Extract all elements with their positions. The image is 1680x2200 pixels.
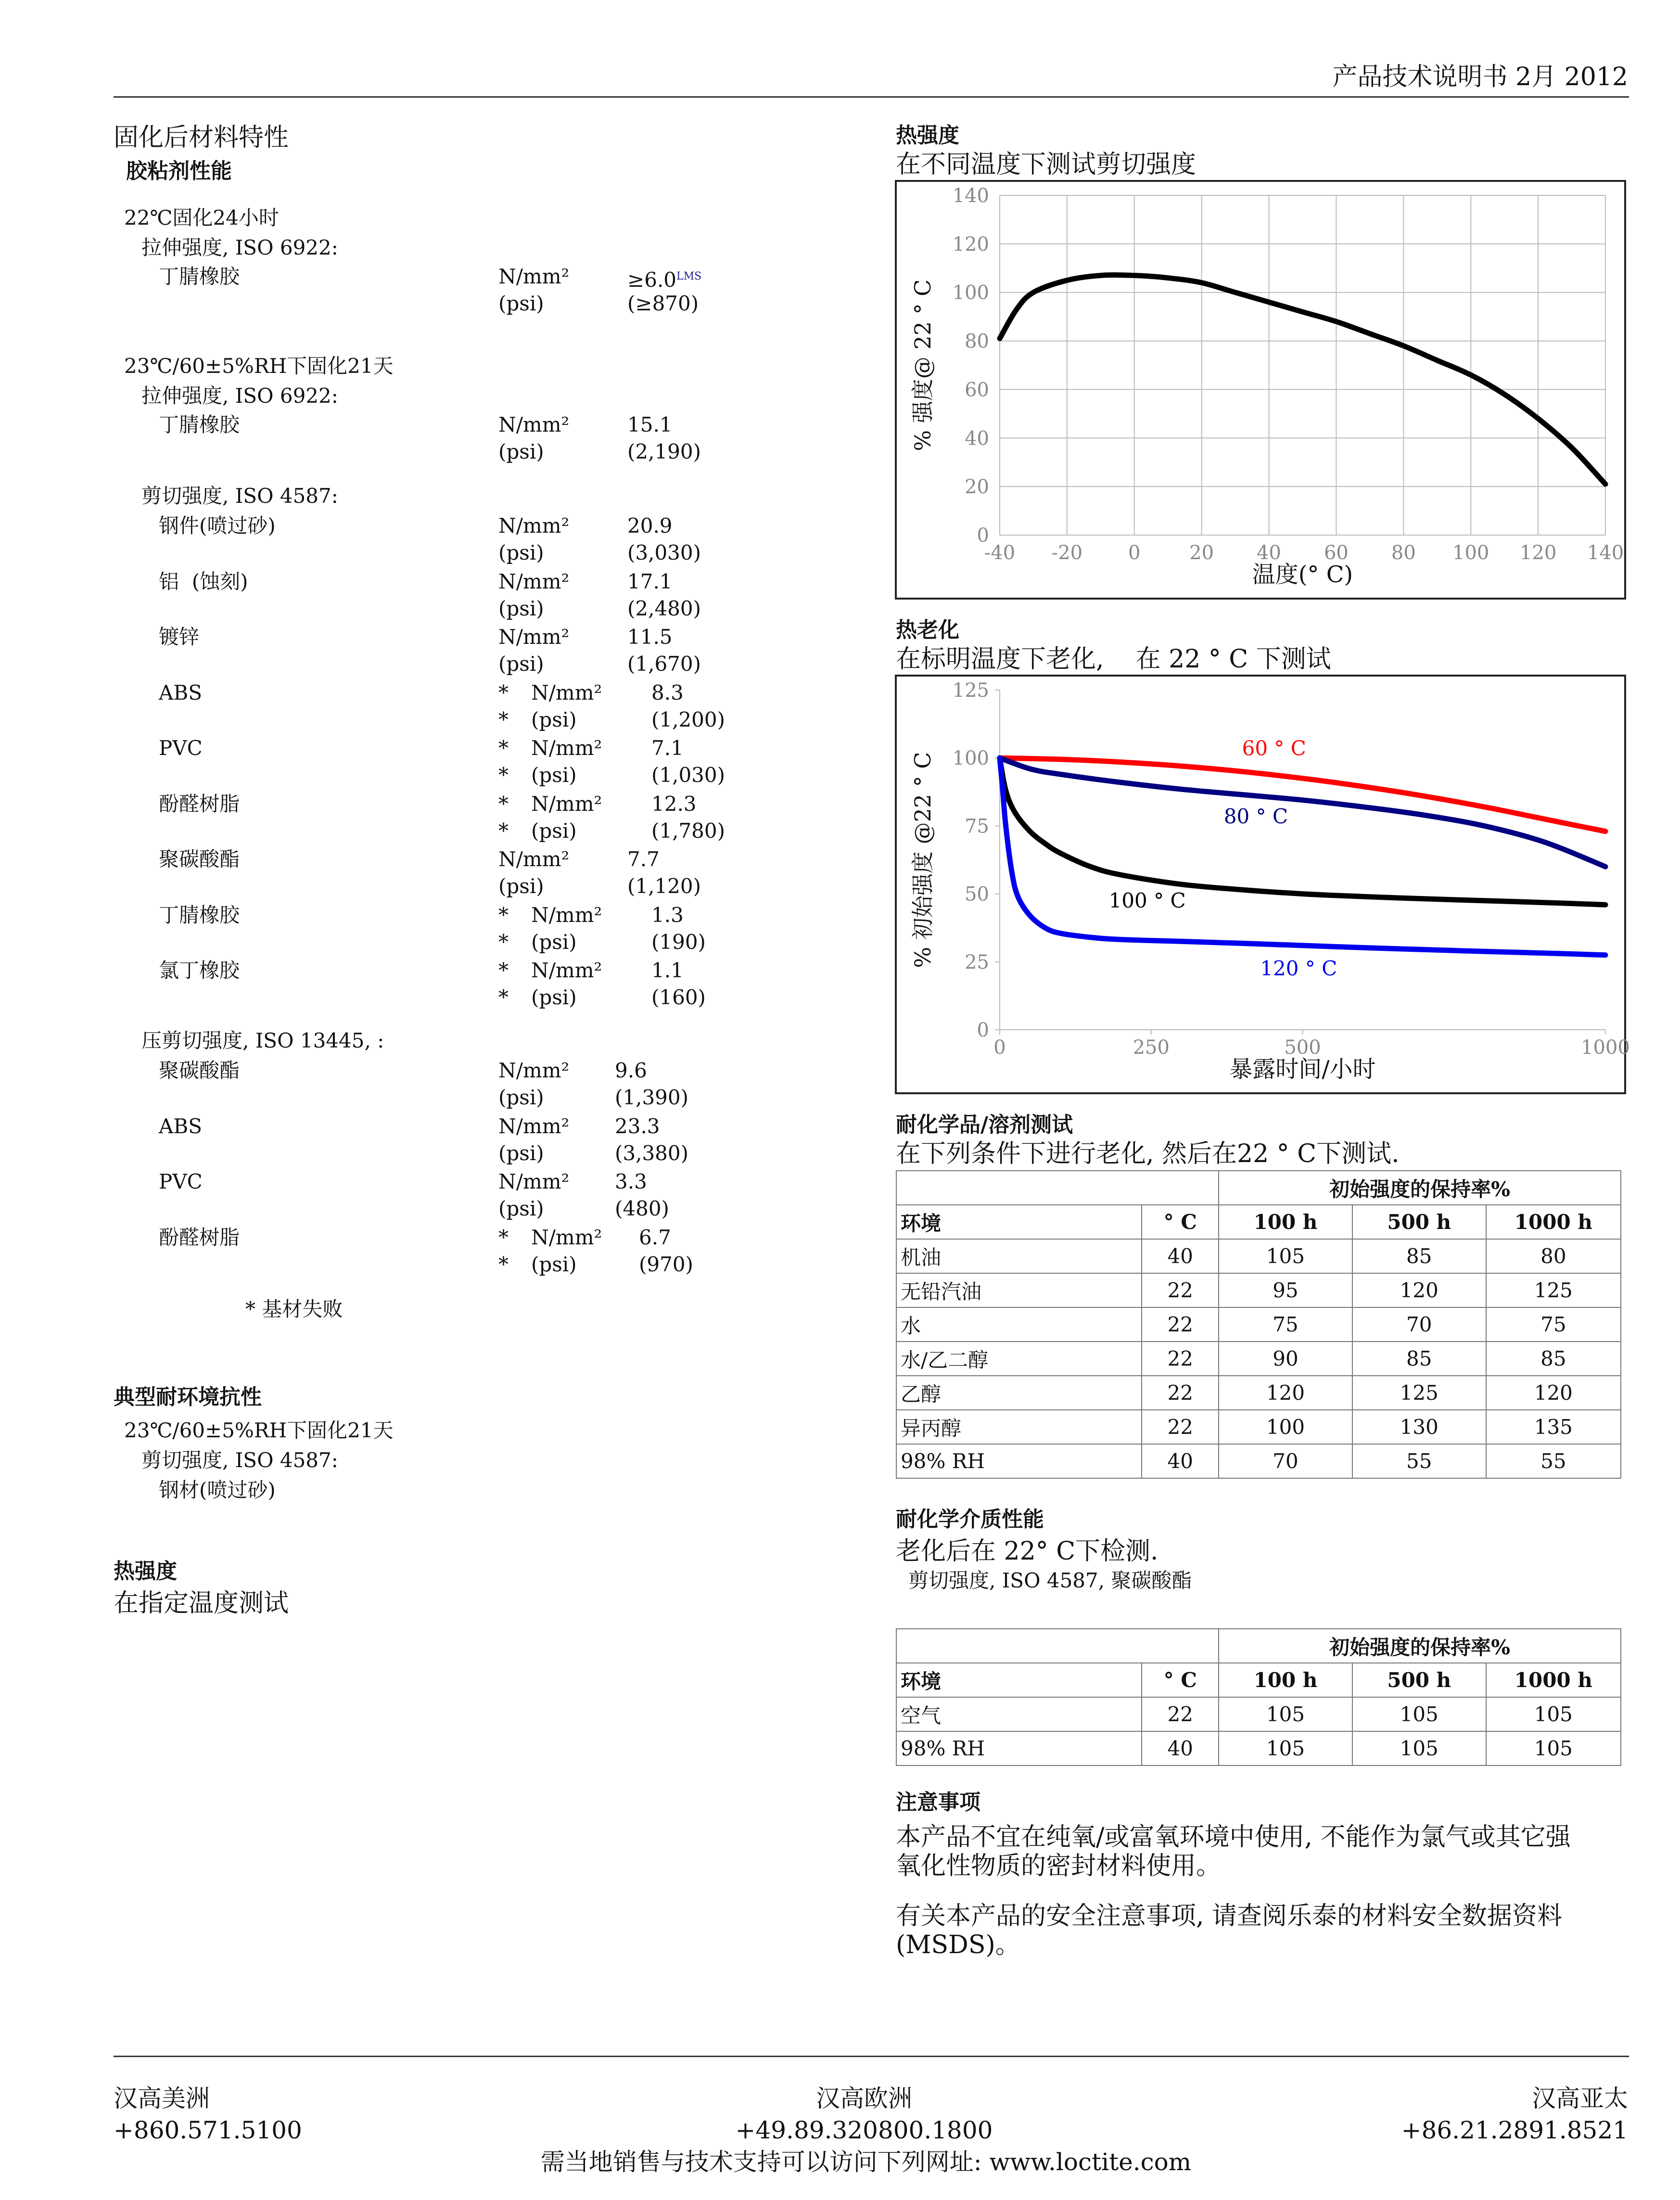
value-psi: (≥870) (627, 292, 699, 315)
table-value-cell: 105 (1219, 1239, 1352, 1273)
heat-aging-subtitle: 在标明温度下老化, 在 22 ° C 下测试 (896, 645, 1331, 674)
value-psi: (190) (651, 930, 706, 954)
y-tick-label: 100 (952, 747, 989, 770)
x-tick-label: 0 (1128, 542, 1141, 564)
failure-star: * (498, 819, 509, 843)
unit-nmm2: N/mm² (498, 413, 570, 436)
table-row (896, 1342, 1621, 1376)
footnote: * 基材失败 (245, 1297, 343, 1321)
notes-p2-line1: 有关本产品的安全注意事项, 请查阅乐泰的材料安全数据资料 (896, 1902, 1563, 1931)
unit-nmm2: N/mm² (531, 1225, 602, 1249)
value-psi: (1,390) (615, 1086, 689, 1109)
table-value-cell: 90 (1219, 1342, 1352, 1376)
x-axis-label: 温度(° C) (1252, 561, 1353, 588)
chem1-table (896, 1170, 1621, 1479)
heat-aging-chart-box (895, 675, 1630, 1094)
footer-web[interactable]: 需当地销售与技术支持可以访问下列网址: www.loctite.com (540, 2148, 1192, 2176)
value-nmm2: 17.1 (627, 569, 673, 593)
unit-nmm2: N/mm² (498, 847, 570, 871)
table-value-cell: 75 (1219, 1307, 1352, 1342)
unit-psi: (psi) (498, 1141, 544, 1165)
value-nmm2: 7.7 (627, 847, 660, 871)
table-value-cell: 22 (1142, 1376, 1219, 1410)
series-label: 60 ° C (1242, 736, 1306, 760)
notes-p2-line2: (MSDS)。 (896, 1931, 1020, 1959)
hot-strength-subtitle: 在不同温度下测试剪切强度 (896, 150, 1196, 179)
table-value-cell: 130 (1352, 1410, 1486, 1444)
table-value-cell: 105 (1486, 1697, 1621, 1731)
test-name-3: 剪切强度, ISO 4587: (141, 484, 338, 508)
footer-asia-phone: +86.21.2891.8521 (1401, 2116, 1628, 2144)
unit-psi: (psi) (498, 652, 544, 676)
table-group-header: 初始强度的保持率% (1219, 1629, 1621, 1663)
hs-left-sub: 在指定温度测试 (114, 1589, 289, 1618)
table-header-cell: 环境 (896, 1205, 1142, 1239)
property-label: 聚碳酸酯 (159, 847, 240, 871)
table-header-cell: ° C (1142, 1663, 1219, 1697)
cure-condition-1: 22℃固化24小时 (124, 206, 279, 230)
table-value-cell: 22 (1142, 1697, 1219, 1731)
property-label: 丁腈橡胶 (159, 903, 240, 927)
table-header-cell: 500 h (1352, 1205, 1486, 1239)
test-name-1: 拉伸强度, ISO 6922: (141, 236, 338, 259)
table-value-cell: 22 (1142, 1342, 1219, 1376)
y-tick-label: 40 (965, 427, 989, 450)
unit-psi: (psi) (531, 763, 577, 787)
y-tick-label: 60 (965, 379, 989, 401)
footer-rule (114, 2056, 1629, 2057)
footer-asia: 汉高亚太 (1532, 2085, 1628, 2112)
value-nmm2: 20.9 (627, 514, 673, 537)
value-nmm2: 11.5 (627, 625, 673, 649)
table-group-header: 初始强度的保持率% (1219, 1171, 1621, 1205)
x-tick-label: 120 (1519, 542, 1557, 564)
table-header-cell: 环境 (896, 1663, 1142, 1697)
table-value-cell: 70 (1219, 1444, 1352, 1478)
y-tick-label: 125 (952, 679, 989, 702)
value-psi: (3,380) (615, 1141, 689, 1165)
unit-psi: (psi) (531, 930, 577, 954)
env-condition: 23℃/60±5%RH下固化21天 (124, 1419, 394, 1442)
unit-nmm2: N/mm² (498, 569, 570, 593)
unit-nmm2: N/mm² (531, 959, 602, 982)
property-label: 丁腈橡胶 (159, 265, 240, 288)
table-row (896, 1444, 1621, 1478)
value-nmm2: $\ge 6.0^{LMS}$ (627, 268, 702, 292)
x-tick-label: -20 (1051, 542, 1083, 564)
unit-nmm2: N/mm² (498, 1170, 570, 1193)
table-row (896, 1731, 1621, 1765)
table-env-cell: 水/乙二醇 (896, 1342, 1142, 1376)
property-label: ABS (159, 680, 202, 704)
series-label: 120 ° C (1260, 957, 1337, 981)
value-psi: (1,670) (627, 652, 701, 676)
x-tick-label: 500 (1284, 1036, 1321, 1059)
table-header-cell: 500 h (1352, 1663, 1486, 1697)
table-value-cell: 105 (1219, 1697, 1352, 1731)
y-tick-label: 20 (965, 476, 989, 499)
value-nmm2: 8.3 (651, 680, 684, 704)
table-header-cell: 1000 h (1486, 1205, 1621, 1239)
chem1-subtitle: 在下列条件下进行老化, 然后在22 ° C下测试. (896, 1139, 1400, 1168)
failure-star: * (498, 763, 509, 787)
table-env-cell: 水 (896, 1307, 1142, 1342)
value-psi: (480) (615, 1197, 669, 1220)
env-title: 典型耐环境抗性 (114, 1385, 262, 1409)
table-env-cell: 空气 (896, 1697, 1142, 1731)
table-env-cell: 异丙醇 (896, 1410, 1142, 1444)
table-value-cell: 40 (1142, 1731, 1219, 1765)
unit-nmm2: N/mm² (531, 792, 602, 816)
y-axis-label: % 强度@ 22 ° C (910, 279, 936, 451)
table-header-cell: ° C (1142, 1205, 1219, 1239)
hot-strength-chart-box (895, 180, 1626, 600)
value-nmm2: 6.7 (639, 1225, 671, 1249)
table-value-cell: 22 (1142, 1307, 1219, 1342)
series-line-4 (1000, 758, 1605, 955)
y-tick-label: 25 (965, 951, 989, 973)
value-psi: (1,780) (651, 819, 725, 843)
unit-psi: (psi) (498, 292, 544, 315)
failure-star: * (498, 680, 509, 704)
y-tick-label: 0 (977, 1019, 989, 1041)
hot-strength-title: 热强度 (896, 123, 959, 148)
footer-europe: 汉高欧洲 (816, 2085, 912, 2112)
x-tick-label: 100 (1452, 542, 1489, 564)
cure-condition-2: 23℃/60±5%RH下固化21天 (124, 354, 394, 378)
heat-aging-chart (897, 677, 1630, 1092)
table-value-cell: 55 (1352, 1444, 1486, 1478)
property-label: 聚碳酸酯 (159, 1059, 240, 1082)
test-name-4: 压剪切强度, ISO 13445, : (141, 1029, 384, 1052)
series-label: 80 ° C (1223, 804, 1288, 828)
unit-nmm2: N/mm² (498, 1059, 570, 1082)
value-nmm2: 7.1 (651, 736, 684, 760)
value-psi: (1,200) (651, 707, 725, 731)
table-value-cell: 55 (1486, 1444, 1621, 1478)
table-value-cell: 75 (1486, 1307, 1621, 1342)
failure-star: * (498, 1225, 509, 1249)
value-nmm2: 9.6 (615, 1059, 647, 1082)
unit-psi: (psi) (531, 707, 577, 731)
unit-psi: (psi) (498, 541, 544, 564)
table-value-cell: 40 (1142, 1239, 1219, 1273)
property-label: 丁腈橡胶 (159, 413, 240, 436)
y-tick-label: 75 (965, 815, 989, 838)
footer-europe-phone: +49.89.320800.1800 (735, 2116, 993, 2144)
x-tick-label: 1000 (1581, 1036, 1630, 1059)
unit-psi: (psi) (498, 596, 544, 620)
x-tick-label: 80 (1391, 542, 1416, 564)
y-tick-label: 50 (965, 883, 989, 906)
table-env-cell: 乙醇 (896, 1376, 1142, 1410)
property-label: 氯丁橡胶 (159, 959, 240, 982)
x-tick-label: 20 (1189, 542, 1214, 564)
failure-star: * (498, 930, 509, 954)
heat-aging-title: 热老化 (896, 618, 959, 642)
chem1-title: 耐化学品/溶剂测试 (896, 1113, 1073, 1137)
hot-strength-chart (897, 182, 1624, 598)
value-psi: (1,030) (651, 763, 725, 787)
x-tick-label: -40 (984, 542, 1016, 564)
table-value-cell: 22 (1142, 1410, 1219, 1444)
chem2-test: 剪切强度, ISO 4587, 聚碳酸酯 (908, 1569, 1192, 1592)
table-value-cell: 105 (1352, 1731, 1486, 1765)
value-nmm2: 1.3 (651, 903, 684, 927)
table-header-cell: 1000 h (1486, 1663, 1621, 1697)
series-line-1 (1000, 758, 1605, 831)
table-value-cell: 100 (1219, 1410, 1352, 1444)
notes-p1-line1: 本产品不宜在纯氧/或富氧环境中使用, 不能作为氯气或其它强 (896, 1823, 1571, 1852)
table-value-cell: 120 (1486, 1376, 1621, 1410)
property-label: 镀锌 (159, 625, 200, 649)
table-value-cell: 40 (1142, 1444, 1219, 1478)
footer-americas: 汉高美洲 (114, 2085, 210, 2112)
value-nmm2: 15.1 (627, 413, 673, 436)
unit-nmm2: N/mm² (498, 625, 570, 649)
table-header-row (896, 1663, 1621, 1697)
failure-star: * (498, 985, 509, 1009)
footer-americas-phone: +860.571.5100 (114, 2116, 302, 2144)
failure-star: * (498, 959, 509, 982)
notes-title: 注意事项 (896, 1790, 980, 1815)
table-value-cell: 105 (1219, 1731, 1352, 1765)
value-psi: (1,120) (627, 874, 701, 898)
table-row (896, 1239, 1621, 1273)
unit-psi: (psi) (531, 1252, 577, 1276)
failure-star: * (498, 903, 509, 927)
y-tick-label: 0 (977, 524, 989, 547)
env-test: 剪切强度, ISO 4587: (141, 1448, 338, 1472)
table-group-header-row (896, 1629, 1621, 1663)
y-tick-label: 80 (965, 330, 989, 353)
value-psi: (2,190) (627, 440, 701, 463)
property-label: 钢件(喷过砂) (159, 514, 276, 537)
table-env-cell: 98% RH (896, 1444, 1142, 1478)
failure-star: * (498, 736, 509, 760)
chem2-table (896, 1628, 1621, 1766)
table-env-cell: 机油 (896, 1239, 1142, 1273)
chem2-title: 耐化学介质性能 (896, 1507, 1044, 1532)
value-psi: (2,480) (627, 596, 701, 620)
table-value-cell: 120 (1219, 1376, 1352, 1410)
property-label: PVC (159, 1170, 203, 1193)
x-tick-label: 140 (1587, 542, 1624, 564)
unit-psi: (psi) (498, 874, 544, 898)
lms-mark: LMS (676, 270, 702, 282)
table-empty-cell (896, 1629, 1219, 1663)
table-value-cell: 105 (1486, 1731, 1621, 1765)
table-value-cell: 135 (1486, 1410, 1621, 1444)
table-value-cell: 105 (1352, 1697, 1486, 1731)
unit-nmm2: N/mm² (498, 1114, 570, 1138)
value-psi: (970) (639, 1252, 693, 1276)
value-nmm2: 12.3 (651, 792, 697, 816)
unit-nmm2: N/mm² (531, 903, 602, 927)
env-substrate: 钢材(喷过砂) (159, 1478, 276, 1502)
chem2-subtitle: 老化后在 22° C下检测. (896, 1537, 1158, 1566)
table-value-cell: 22 (1142, 1273, 1219, 1307)
unit-psi: (psi) (498, 1086, 544, 1109)
table-value-cell: 85 (1352, 1342, 1486, 1376)
y-tick-label: 140 (952, 185, 989, 207)
table-value-cell: 70 (1352, 1307, 1486, 1342)
table-value-cell: 85 (1486, 1342, 1621, 1376)
table-group-header-row (896, 1171, 1621, 1205)
x-tick-label: 250 (1133, 1036, 1170, 1059)
table-value-cell: 85 (1352, 1239, 1486, 1273)
x-tick-label: 0 (993, 1036, 1006, 1059)
y-tick-label: 100 (952, 281, 989, 304)
doc-title: 产品技术说明书 (1332, 63, 1508, 91)
unit-nmm2: N/mm² (531, 736, 602, 760)
property-label: 铝 (蚀刻) (159, 569, 248, 593)
unit-nmm2: N/mm² (498, 265, 570, 288)
table-header-cell: 100 h (1219, 1205, 1352, 1239)
value-psi: (3,030) (627, 541, 701, 564)
series-label: 100 ° C (1108, 888, 1186, 912)
unit-nmm2: N/mm² (531, 680, 602, 704)
x-tick-label: 40 (1257, 542, 1282, 564)
property-label: ABS (159, 1114, 202, 1138)
value-nmm2: 1.1 (651, 959, 684, 982)
subsection-title: 胶粘剂性能 (126, 159, 232, 183)
series-line-1 (1000, 275, 1605, 484)
y-axis-label: % 初始强度 @22 ° C (910, 752, 936, 968)
table-row (896, 1307, 1621, 1342)
unit-psi: (psi) (498, 1197, 544, 1220)
table-row (896, 1376, 1621, 1410)
property-label: 酚醛树脂 (159, 1225, 240, 1249)
unit-psi: (psi) (531, 819, 577, 843)
table-env-cell: 98% RH (896, 1731, 1142, 1765)
table-header-cell: 100 h (1219, 1663, 1352, 1697)
table-env-cell: 无铅汽油 (896, 1273, 1142, 1307)
table-row (896, 1410, 1621, 1444)
table-value-cell: 125 (1352, 1376, 1486, 1410)
value-psi: (160) (651, 985, 706, 1009)
value-nmm2: 3.3 (615, 1170, 647, 1193)
x-tick-label: 60 (1324, 542, 1349, 564)
notes-p1-line2: 氧化性物质的密封材料使用。 (896, 1852, 1222, 1880)
failure-star: * (498, 707, 509, 731)
section-title: 固化后材料特性 (114, 123, 289, 152)
hs-left-title: 热强度 (114, 1559, 177, 1584)
table-value-cell: 80 (1486, 1239, 1621, 1273)
table-value-cell: 120 (1352, 1273, 1486, 1307)
x-axis-label: 暴露时间/小时 (1229, 1056, 1376, 1083)
test-name-2: 拉伸强度, ISO 6922: (141, 384, 338, 408)
failure-star: * (498, 1252, 509, 1276)
unit-psi: (psi) (498, 440, 544, 463)
header-rule (114, 96, 1629, 98)
value-nmm2: 23.3 (615, 1114, 660, 1138)
unit-nmm2: N/mm² (498, 514, 570, 537)
property-label: 酚醛树脂 (159, 792, 240, 816)
table-header-row (896, 1205, 1621, 1239)
y-tick-label: 120 (952, 233, 989, 256)
table-value-cell: 125 (1486, 1273, 1621, 1307)
table-row (896, 1273, 1621, 1307)
table-empty-cell (896, 1171, 1219, 1205)
failure-star: * (498, 792, 509, 816)
header-title (1333, 62, 1629, 92)
table-value-cell: 95 (1219, 1273, 1352, 1307)
property-label: PVC (159, 736, 203, 760)
doc-date: 2月 2012 (1515, 63, 1628, 91)
table-row (896, 1697, 1621, 1731)
unit-psi: (psi) (531, 985, 577, 1009)
